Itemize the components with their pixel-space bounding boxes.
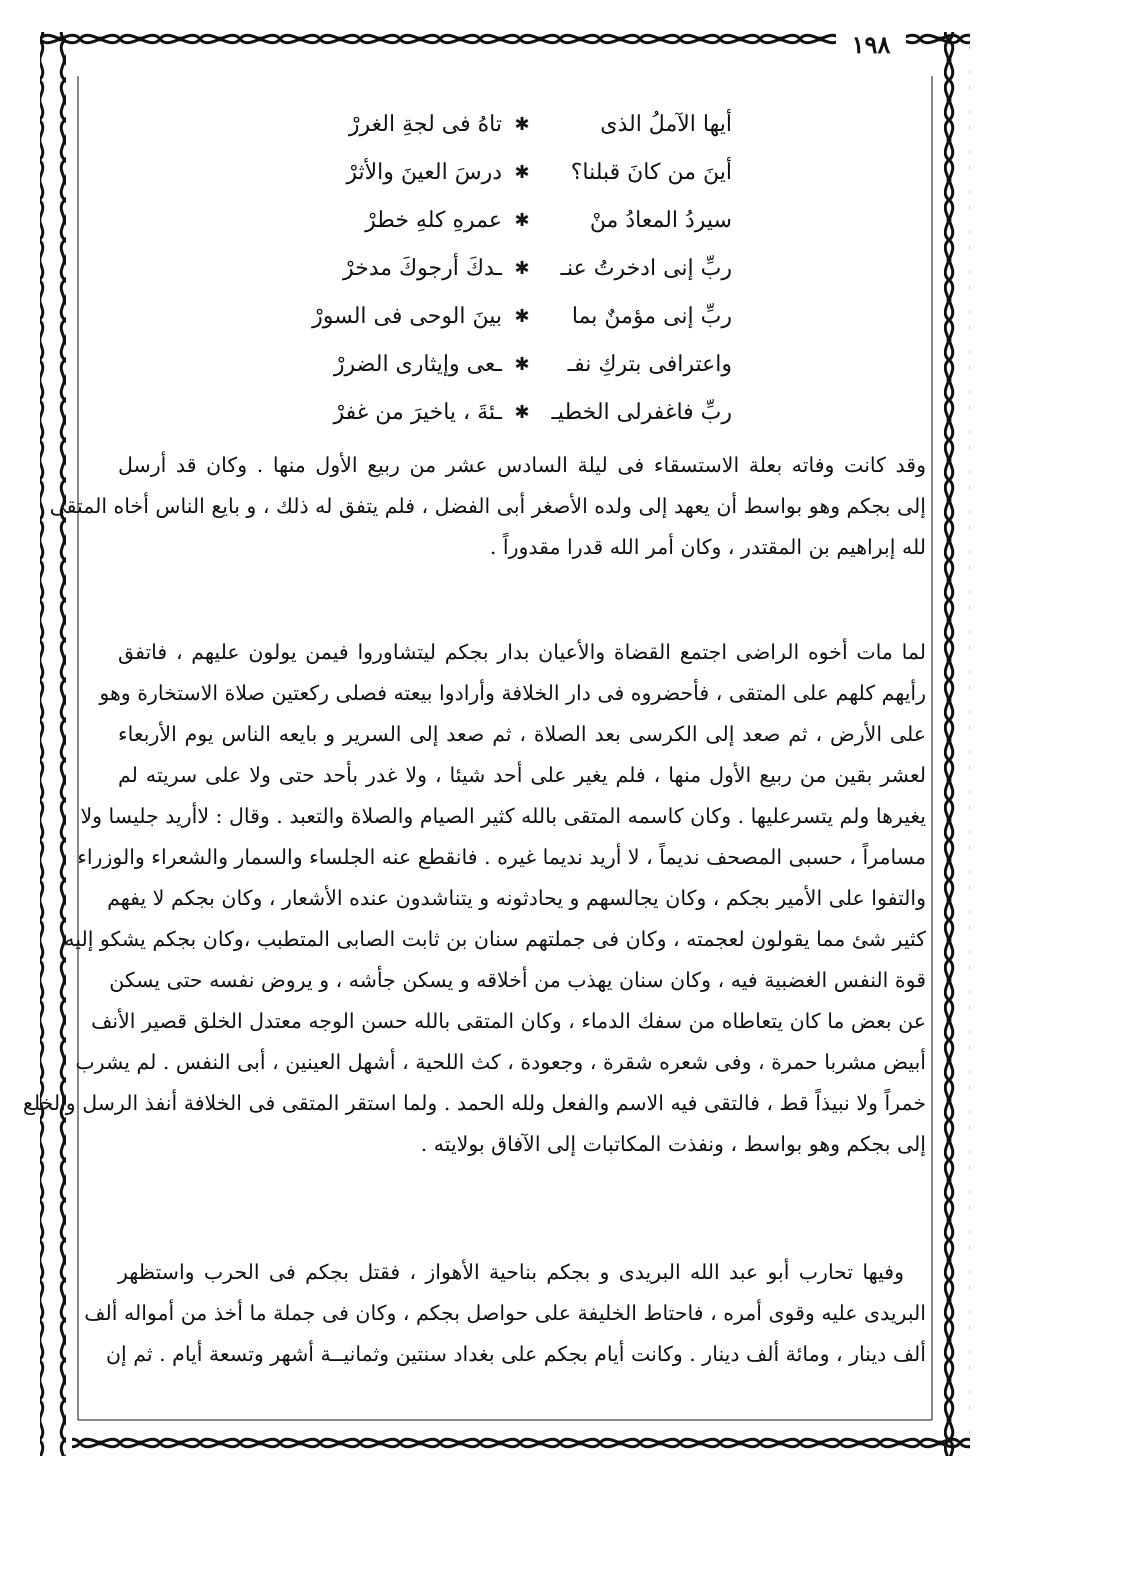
text-line: إلى بجكم وهو بواسط ، ونفذت المكاتبات إلى الآفاق بولايته .: [420, 1132, 926, 1156]
poem: [312, 100, 732, 436]
verse-first-hemistich: واعترافى بتركِ نفـ: [567, 351, 732, 377]
poem-verse: [312, 292, 732, 340]
verse-separator-icon: ✱: [514, 353, 530, 375]
verse-first-hemistich: سيردُ المعادُ منْ: [589, 207, 732, 233]
poem-verse: [312, 196, 732, 244]
text-line: ألف دينار ، ومائة ألف دينار . وكانت أيام بجكم على بغداد سنتين وثمانيــة أشهر وتسعة أيام . ثم إن: [106, 1342, 926, 1366]
text-line: رأيهم كلهم على المتقى ، فأحضروه فى دار الخلافة وأرادوا بيعته فصلى ركعتين صلاة الاستخارة وهو: [99, 681, 926, 705]
poem-verse: [312, 244, 732, 292]
verse-first-hemistich: ربِّ فاغفرلى الخطيـ: [551, 399, 732, 425]
text-line: لعشر بقين من ربيع الأول منها ، فلم يغير على أحد شيئا ، ولا غدر بأحد حتى ولا على سريته لم: [118, 763, 926, 787]
verse-second-hemistich: تاهُ فى لجةِ الغررْ: [348, 111, 502, 137]
verse-second-hemistich: درسَ العينَ والأثرْ: [346, 159, 502, 185]
verse-separator-icon: ✱: [514, 161, 530, 183]
text-line: لما مات أخوه الراضى اجتمع القضاة والأعيان بدار بجكم ليتشاوروا فيمن يولون عليهم ، فاتفق: [118, 640, 926, 664]
verse-separator-icon: ✱: [514, 113, 530, 135]
verse-separator-icon: ✱: [514, 401, 530, 423]
verse-first-hemistich: أينَ من كانَ قبلنا؟: [570, 159, 732, 185]
verse-second-hemistich: بينَ الوحى فى السورْ: [312, 303, 502, 329]
verse-second-hemistich: ـعى وإيثارى الضررْ: [333, 351, 502, 377]
text-line: وفيها تحارب أبو عبد الله البريدى و بجكم بناحية الأهواز ، فقتل بجكم فى الحرب واستظهر: [118, 1260, 904, 1284]
text-line: والتفوا على الأمير بجكم ، وكان يجالسهم و يحادثونه و يتناشدون عنده الأشعار ، وكان بجكم لا يفهم: [107, 886, 926, 910]
text-line: أبيض مشربا حمرة ، وفى شعره شقرة ، وجعودة ، كث اللحية ، أشهل العينين ، أبى النفس . لم يشرب: [75, 1050, 926, 1074]
text-line: يغيرها ولم يتسرعليها . وكان كاسمه المتقى بالله كثير الصيام والصلاة والتعبد . وقال : لاأريد جليسا ولا: [80, 804, 926, 828]
text-line: البريدى عليه وقوى أمره ، فاحتاط الخليفة على حواصل بجكم ، وكان فى جملة ما أخذ من أمواله ألف: [84, 1301, 926, 1325]
text-line: لله إبراهيم بن المقتدر ، وكان أمر الله قدرا مقدوراً .: [489, 535, 926, 559]
text-line: وقد كانت وفاته بعلة الاستسقاء فى ليلة السادس عشر من ربيع الأول منها . وكان قد أرسل: [118, 453, 926, 477]
verse-first-hemistich: ربِّ إنى ادخرتُ عنـ: [560, 255, 732, 281]
verse-first-hemistich: أيها الآملُ الذى: [600, 111, 732, 137]
poem-verse: [312, 388, 732, 436]
text-line: كثير شئ مما يقولون لعجمته ، وكان فى جملتهم سنان بن ثابت الصابى المتطبب ،وكان بجكم يشكو إليه: [64, 927, 926, 951]
page-number: ١٩٨: [836, 30, 906, 60]
verse-separator-icon: ✱: [514, 209, 530, 231]
poem-verse: [312, 340, 732, 388]
text-line: إلى بجكم وهو بواسط أن يعهد إلى ولده الأصغر أبى الفضل ، فلم يتفق له ذلك ، و بايع الناس أخاه المتقى: [49, 494, 926, 518]
verse-second-hemistich: ـدكَ أرجوكَ مدخرْ: [342, 255, 502, 281]
text-line: عن بعض ما كان يتعاطاه من سفك الدماء ، وكان المتقى بالله حسن الوجه معتدل الخلق قصير الأنف: [91, 1009, 926, 1033]
text-line: قوة النفس الغضبية فيه ، وكان سنان يهذب من أخلاقه و يسكن جأشه ، و يروض نفسه حتى يسكن: [109, 968, 926, 992]
verse-separator-icon: ✱: [514, 305, 530, 327]
paragraph-caliphate-of-al-muttaqi: [22, 632, 926, 1165]
poem-verse: [312, 148, 732, 196]
verse-second-hemistich: عمرهِ كلهِ خطرْ: [365, 207, 502, 233]
paragraph-death-of-al-radi: [49, 445, 926, 568]
verse-second-hemistich: ـئةَ ، ياخيرَ من غفرْ: [333, 399, 502, 425]
paragraph-battle-of-bajkam: [84, 1252, 926, 1375]
text-line: مسامراً ، حسبى المصحف نديماً ، لا أريد نديما غيره . فانقطع عنه الجلساء والسمار والشعراء والوزراء: [77, 845, 926, 869]
text-line: على الأرض ، ثم صعد إلى الكرسى بعد الصلاة ، ثم صعد إلى السرير و بايعه الناس يوم الأربعاء: [118, 722, 926, 746]
verse-first-hemistich: ربِّ إنى مؤمنٌ بما: [571, 303, 732, 329]
verse-separator-icon: ✱: [514, 257, 530, 279]
poem-verse: [312, 100, 732, 148]
text-line: خمراً ولا نبيذاً قط ، فالتقى فيه الاسم والفعل ولله الحمد . ولما استقر المتقى فى الخلافة أنفذ الرسل والخلع: [22, 1091, 926, 1115]
